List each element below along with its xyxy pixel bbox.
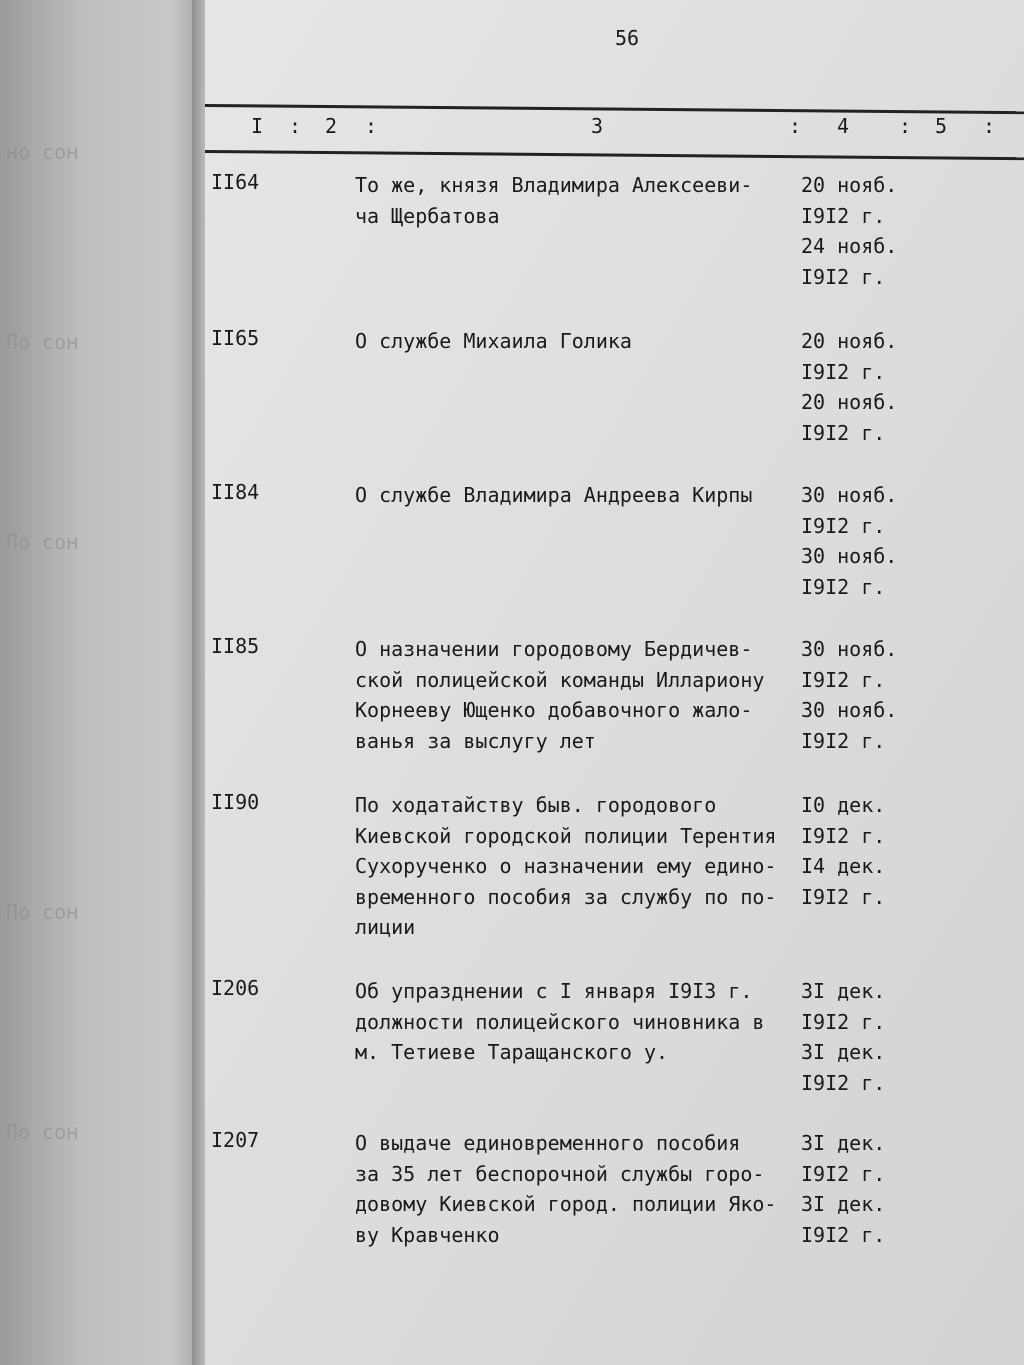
bleed-through-text: ʜoɔ oП: [6, 330, 79, 354]
date-line: I9I2 г.: [801, 264, 886, 289]
date-line: I9I2 г.: [801, 884, 886, 909]
entry-dates: [801, 326, 897, 448]
bleed-through-text: ʜoɔ oП: [6, 530, 79, 554]
date-line: I9I2 г.: [801, 203, 886, 228]
entry-number: II85: [211, 634, 260, 658]
col-header-1: I: [251, 114, 264, 138]
col-separator: :: [789, 114, 802, 138]
date-line: 30 нояб.: [801, 637, 898, 661]
entry-number: I206: [211, 976, 260, 1000]
title-line: ву Кравченко: [355, 1222, 500, 1247]
date-line: 24 нояб.: [801, 234, 898, 258]
title-line: временного пособия за службу по по-: [355, 884, 777, 909]
title-line: Корнееву Ющенко добавочного жало-: [355, 698, 753, 722]
entry-dates: [801, 634, 897, 756]
document-page: [205, 0, 1024, 1365]
date-line: I9I2 г.: [801, 1009, 886, 1034]
date-line: I9I2 г.: [801, 823, 886, 848]
date-line: 3I дек.: [801, 1131, 886, 1155]
entry-dates: [801, 790, 885, 912]
col-separator: :: [983, 114, 996, 138]
date-line: 3I дек.: [801, 979, 886, 1003]
entry-title: [355, 790, 795, 943]
title-line: Киевской городской полиции Терентия: [355, 823, 777, 848]
date-line: 3I дек.: [801, 1192, 886, 1216]
col-separator: :: [289, 114, 302, 138]
date-line: 30 нояб.: [801, 483, 898, 507]
entry-title: [355, 326, 795, 357]
title-line: О выдаче единовременного пособия: [355, 1131, 741, 1155]
date-line: 30 нояб.: [801, 544, 898, 568]
col-separator: :: [899, 114, 912, 138]
title-line: ванья за выслугу лет: [355, 728, 596, 753]
page-number: 56: [615, 26, 640, 50]
date-line: I0 дек.: [801, 793, 886, 817]
title-line: О службе Михаила Голика: [355, 329, 632, 353]
date-line: I9I2 г.: [801, 420, 886, 445]
col-header-4: 4: [837, 114, 850, 138]
date-line: 30 нояб.: [801, 698, 898, 722]
entry-number: II84: [211, 480, 260, 504]
title-line: То же, князя Владимира Алексееви-: [355, 173, 753, 197]
title-line: довому Киевской город. полиции Яко-: [355, 1192, 777, 1216]
entry-title: [355, 634, 795, 756]
bleed-through-text: ʜoɔ oП: [6, 900, 79, 924]
date-line: I9I2 г.: [801, 667, 886, 692]
bleed-through-text: ʜoɔ oП: [6, 1120, 79, 1144]
entry-title: [355, 1128, 795, 1250]
date-line: I4 дек.: [801, 854, 886, 878]
entry-number: II64: [211, 170, 260, 194]
date-line: I9I2 г.: [801, 513, 886, 538]
header-rule-bottom: [205, 150, 1024, 160]
entry-dates: [801, 1128, 885, 1250]
title-line: По ходатайству быв. городового: [355, 793, 717, 817]
col-header-3: 3: [591, 114, 604, 138]
entry-dates: [801, 170, 897, 292]
title-line: ской полицейской команды Иллариону: [355, 667, 765, 692]
facing-page: [0, 0, 200, 1365]
entry-number: II65: [211, 326, 260, 350]
date-line: 20 нояб.: [801, 173, 898, 197]
title-line: О назначении городовому Бердичев-: [355, 637, 753, 661]
date-line: I9I2 г.: [801, 359, 886, 384]
col-separator: :: [365, 114, 378, 138]
date-line: I9I2 г.: [801, 1070, 886, 1095]
date-line: I9I2 г.: [801, 574, 886, 599]
entry-title: [355, 480, 795, 511]
entry-dates: [801, 480, 897, 602]
date-line: I9I2 г.: [801, 1161, 886, 1186]
entry-number: I207: [211, 1128, 260, 1152]
title-line: О службе Владимира Андреева Кирпы: [355, 483, 753, 507]
entry-dates: [801, 976, 885, 1098]
header-rule-top: [205, 104, 1024, 114]
entry-title: [355, 976, 795, 1068]
entry-number: II90: [211, 790, 260, 814]
title-line: Сухорученко о назначении ему едино-: [355, 854, 777, 878]
date-line: I9I2 г.: [801, 1222, 886, 1247]
date-line: 20 нояб.: [801, 329, 898, 353]
bleed-through-text: ʜoɔ oʜ: [6, 140, 79, 164]
title-line: м. Тетиеве Таращанского у.: [355, 1040, 669, 1064]
title-line: лиции: [355, 915, 416, 939]
col-header-2: 2: [325, 114, 338, 138]
col-header-5: 5: [935, 114, 948, 138]
title-line: Об упразднении с I января I9I3 г.: [355, 979, 753, 1003]
entry-title: [355, 170, 795, 231]
date-line: 20 нояб.: [801, 390, 898, 414]
title-line: ча Щербатова: [355, 203, 500, 228]
date-line: I9I2 г.: [801, 728, 886, 753]
date-line: 3I дек.: [801, 1040, 886, 1064]
title-line: должности полицейского чиновника в: [355, 1009, 765, 1034]
title-line: за 35 лет беспорочной службы горо-: [355, 1161, 765, 1186]
